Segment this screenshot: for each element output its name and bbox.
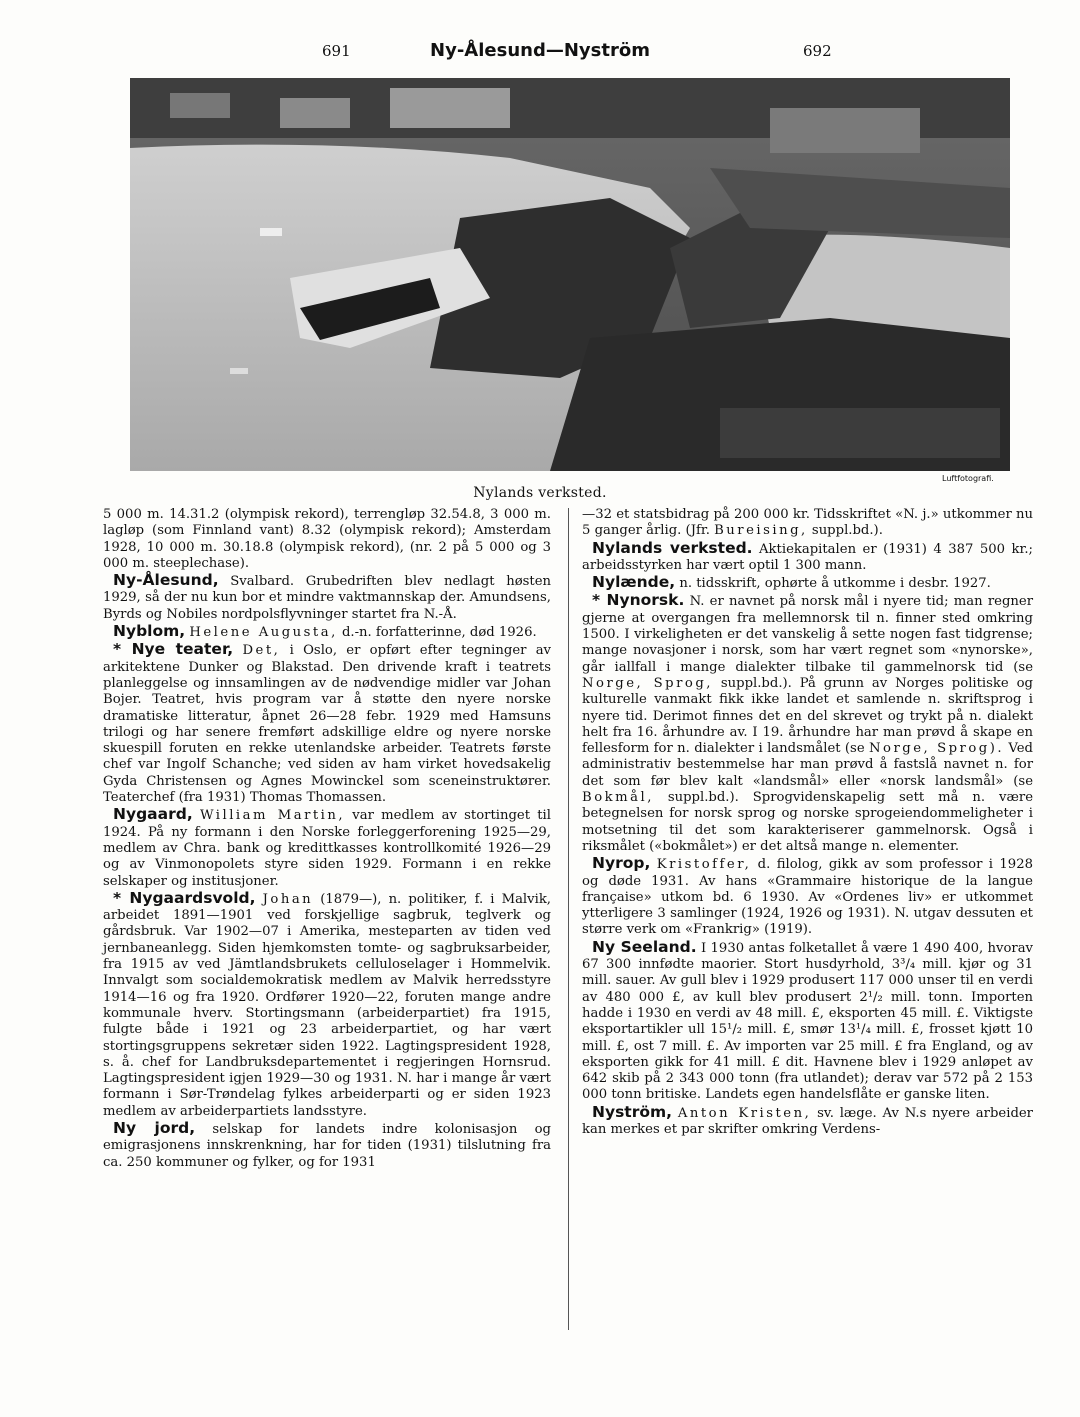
- photo-caption: Nylands verksted.: [473, 485, 607, 501]
- entry-nygaardsvold: * Nygaardsvold, Johan (1879—), n. politiker, f. i Malvik, arbeidet 1891—1901 ved forskjellige sagbruk, teglverk og gårdsbruk. Var 1902—07 i Amerika, mesteparten av tiden ved jernbaneanlegg. Siden hjemkomsten tomte- og sagbruksarbeider, fra 1915 av ved Jämtlandsbrukets celluloselager i Hommelvik. Innvalgt som socialdemokratisk medlem av Malvik herredsstyre 1914—16 og fra 1920. Ordfører 1920—22, foruten mange andre kommunale hverv. Stortingsmann (arbeiderpartiet) fra 1915, fulgte både i 1921 og 23 arbeiderpartiet, og har vært stortingsgruppens sekretær siden 1922. Lagtingspresident 1928, s. å. chef for Landbruksdepartementet i regjeringen Hornsrud. Lagtingspresident igjen 1929—30 og 1931. N. har i mange år vært formann i Sør-Trøndelag fylkes arbeiderparti og er siden 1923 medlem av arbeiderpartiets landsstyre.: [103, 888, 551, 1119]
- page-number-right: 692: [803, 42, 832, 60]
- headword: Nygaard,: [113, 805, 193, 824]
- entry-nylaende: Nylænde, n. tidsskrift, ophørte å utkomme i desbr. 1927.: [592, 573, 991, 592]
- page-header: [0, 42, 1080, 68]
- column-divider: [568, 508, 569, 1330]
- headword: Nyström,: [592, 1102, 673, 1121]
- entry-nystrom: Nyström, Anton Kristen, sv. læge. Av N.s nyere arbeider kan merkes et par skrifter omkring Verdens-: [582, 1102, 1033, 1137]
- entry-ny-seeland: Ny Seeland. I 1930 antas folketallet å være 1 490 400, hvorav 67 300 innfødte maorier. Stort husdyrhold, 3³/₄ mill. kjør og 31 mill. sauer. Av gull blev i 1929 produsert 117 000 unser til en verdi av 480 000 £, av kull blev produsert 2¹/₂ mill. tonn. Importen hadde i 1930 en verdi av 48 mill. £, eksporten 45 mill. £. Viktigste eksportartikler ull 15¹/₂ mill. £, smør 13¹/₄ mill. £, frosset kjøtt 10 mill. £, ost 7 mill. £. Av importen var 25 mill. £ fra England, og av eksporten gikk for 41 mill. £ dit. Havnene blev i 1929 anløpet av 642 skib på 2 343 000 tonn (fra utlandet); derav var 572 på 2 153 000 tonn britiske. Landets egen handelsflåte er ganske liten.: [582, 937, 1034, 1103]
- headword: Nyblom,: [113, 622, 186, 641]
- entry-nye-teater: * Nye teater, Det, i Oslo, er opført efter tegninger av arkitektene Dunker og Blakstad. Den drivende kraft i teatrets planleggelse og innsamlingen av de nødvendige midler var Johan Bojer. Teatret, hvis program var å støtte den nyere norske dramatiske litteratur, åpnet 26—28 febr. 1929 med Hamsuns trilogi og har senere fremført adskillige eldre og nyere norske skuespill foruten en rekke utenlandske arbeider. Teatrets første chef var Ingolf Schanche; ved siden av ham virket hovedsakelig Gyda Christensen og Agnes Mowinckel som sceneinstruktører. Teaterchef (fra 1931) Thomas Thomassen.: [103, 640, 552, 806]
- photo-credit: Luftfotografi.: [942, 474, 994, 483]
- entry-ny-jord: Ny jord, selskap for landets indre kolonisasjon og emigrasjonens innskrenkning, har for tiden (1931) tilslutning fra ca. 250 kommuner og fylker, og for 1931: [103, 1118, 551, 1170]
- running-title: Ny-Ålesund—Nyström: [430, 40, 650, 61]
- entry-nygaard: Nygaard, William Martin, var medlem av stortinget til 1924. På ny formann i den Norske forleggerforening 1925—29, medlem av Chra. bank og kredittkasses kontrollkomité 1926—29 og av Vinmonopolets styre siden 1929. Formann i en rekke selskaper og institusjoner.: [103, 805, 551, 889]
- headword: * Nynorsk.: [592, 591, 685, 610]
- headword: * Nye teater,: [113, 640, 234, 659]
- headword: Nylands verksted.: [592, 538, 753, 557]
- headword: Ny-Ålesund,: [113, 571, 219, 590]
- page-number-left: 691: [322, 42, 351, 60]
- aerial-photo-shipyard: [130, 78, 1010, 471]
- headword: Nylænde,: [592, 573, 676, 592]
- entry-nylands-verksted: Nylands verksted. Aktiekapitalen er (1931) 4 387 500 kr.; arbeidsstyrken har vært optil 1 300 mann.: [582, 538, 1033, 573]
- entry-continuation: 5 000 m. 14.31.2 (olympisk rekord), terrengløp 32.54.8, 3 000 m. lagløp (som Finnland vant) 8.32 (olympisk rekord); Amsterdam 1928, 10 000 m. 30.18.8 (olympisk rekord), (nr. 2 på 5 000 og 3 000 m. steeplechase).: [103, 507, 551, 571]
- entry-nyrop: Nyrop, Kristoffer, d. filolog, gikk av som professor i 1928 og døde 1931. Av hans «Grammaire historique de la langue française» utkom bd. 6 1930. Av «Ordenes liv» er utkommet ytterligere 3 samlinger (1924, 1926 og 1931). N. utgav dessuten et større verk om «Frankrig» (1919).: [582, 854, 1033, 938]
- entry-ny-alesund: Ny-Ålesund, Svalbard. Grubedriften blev nedlagt høsten 1929, så der nu kun bor et mindre vaktmannskap der. Amundsens, Byrds og Nobiles nordpolsflyvninger startet fra N.-Å.: [103, 571, 551, 622]
- entry-continuation: —32 et statsbidrag på 200 000 kr. Tidsskriftet «N. j.» utkommer nu 5 ganger årlig. (Jfr. Bureising, suppl.bd.).: [582, 507, 1033, 539]
- headword: * Nygaardsvold,: [113, 888, 256, 907]
- right-column: [582, 507, 1033, 1138]
- entry-nyblom: Nyblom, Helene Augusta, d.-n. forfatterinne, død 1926.: [113, 622, 537, 641]
- entry-nynorsk: * Nynorsk. N. er navnet på norsk mål i nyere tid; man regner gjerne at overgangen fra mellemnorsk til n. finner sted omkring 1500. I virkeligheten er det vanskelig å sette nogen fast tidgrense; mange novasjoner i norsk, som har vært regnet som «nynorske», går iallfall i mange dialekter tilbake til gammelnorsk tid (se Norge, Sprog, suppl.bd.). På grunn av Norges politiske og kulturelle vanmakt fikk ikke landet et samlende n. skriftsprog i nyere tid. Derimot finnes det en del skrevet og trykt på n. dialekt helt fra 16. århundre av. I 19. århundre har man prøvd å skape en fellesform for n. dialekter i landsmålet (se Norge, Sprog). Ved administrativ bestemmelse har man prøvd å fastslå navnet n. for det som før blev kalt «landsmål» eller «norsk landsmål» (se Bokmål, suppl.bd.). Sprogvidenskapelig sett må n. være betegnelsen for norsk sprog og norske sprogeiendommeligheter i motsetning til det som karakteriserer gammelnorsk. Også i riksmålet («bokmålet») er det altså mange n. elementer.: [582, 591, 1033, 854]
- left-column: [103, 507, 551, 1171]
- headword: Nyrop,: [592, 854, 651, 873]
- headword: Ny jord,: [113, 1118, 196, 1137]
- headword: Ny Seeland.: [592, 937, 697, 956]
